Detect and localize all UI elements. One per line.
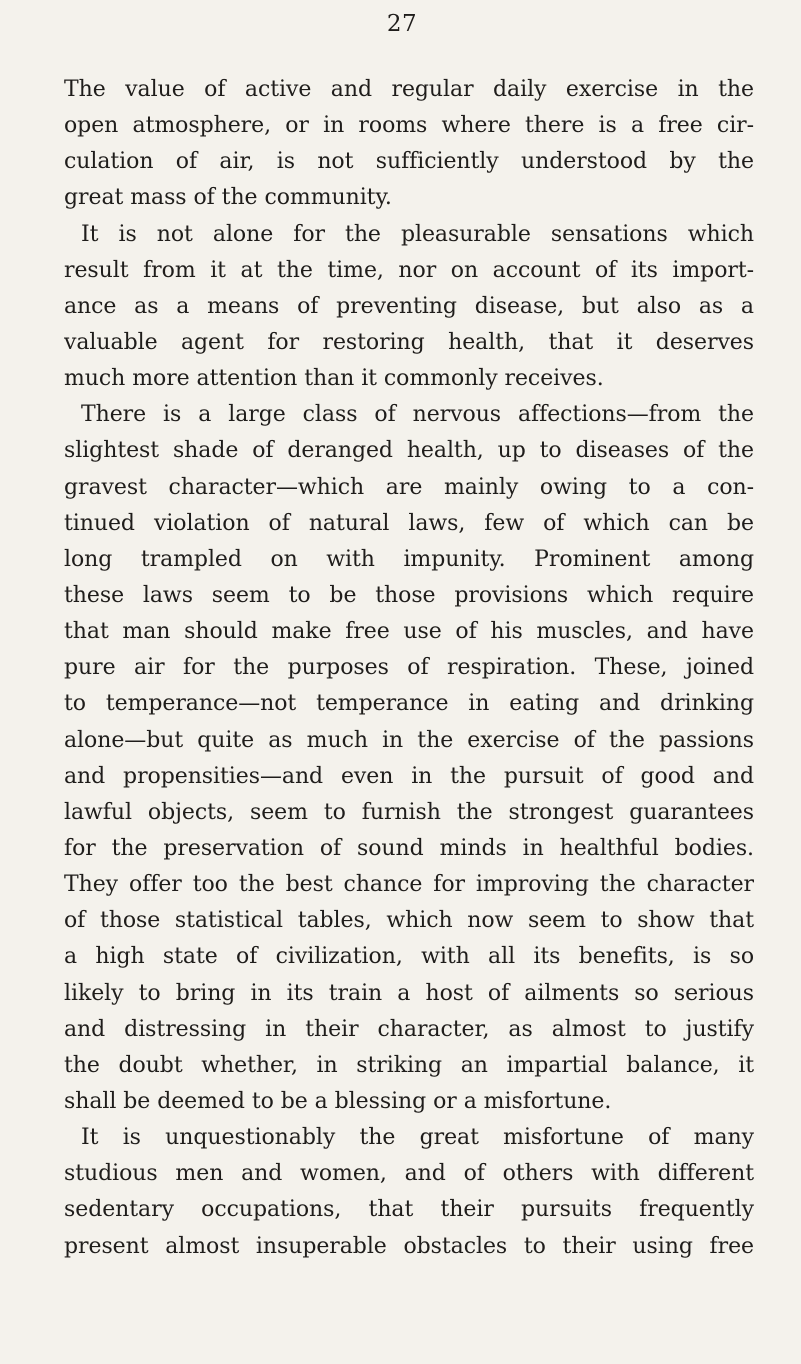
text-line: to temperance—not temperance in eating and drinking [64, 691, 754, 717]
text-line: sedentary occupations, that their pursuits frequently [64, 1197, 754, 1223]
text-line: studious men and women, and of others with different [64, 1161, 754, 1187]
text-line: much more attention than it commonly receives. [64, 366, 604, 392]
text-line: The value of active and regular daily exercise in the [64, 77, 754, 102]
text-line: of those statistical tables, which now seem to show that [64, 908, 754, 934]
text-line: open atmosphere, or in rooms where there is a free cir- [64, 113, 754, 139]
text-line: these laws seem to be those provisions which require [64, 582, 754, 608]
page-number: 27 [386, 11, 418, 37]
text-line: slightest shade of deranged health, up to diseases of the [64, 438, 754, 464]
text-line: culation of air, is not sufficiently understood by the [64, 149, 754, 175]
text-line: shall be deemed to be a blessing or a misfortune. [64, 1088, 612, 1114]
text-line: pure air for the purposes of respiration. These, joined [64, 655, 754, 681]
text-line: present almost insuperable obstacles to their using free [64, 1233, 754, 1259]
text-line: and distressing in their character, as almost to justify [64, 1016, 754, 1042]
text-line: result from it at the time, nor on account of its import- [64, 257, 754, 283]
text-line: a high state of civilization, with all its benefits, is so [64, 944, 754, 970]
text-line: There is a large class of nervous affections—from the [81, 402, 754, 428]
text-line: gravest character—which are mainly owing to a con- [64, 474, 754, 500]
text-line: for the preservation of sound minds in healthful bodies. [64, 835, 754, 861]
text-line: and propensities—and even in the pursuit of good and [64, 763, 754, 789]
text-line: lawful objects, seem to furnish the strongest guarantees [64, 799, 754, 825]
body-text [64, 72, 754, 1265]
text-line: ance as a means of preventing disease, but also as a [64, 293, 754, 319]
text-line: It is not alone for the pleasurable sensations which [81, 221, 754, 247]
text-line: great mass of the community. [64, 185, 392, 211]
text-line: They offer too the best chance for improving the character [64, 872, 754, 898]
text-line: alone—but quite as much in the exercise of the passions [64, 727, 754, 753]
text-line: valuable agent for restoring health, that it deserves [64, 329, 754, 355]
text-line: tinued violation of natural laws, few of which can be [64, 510, 754, 536]
text-line: that man should make free use of his muscles, and have [64, 619, 754, 645]
text-line: likely to bring in its train a host of ailments so serious [64, 980, 754, 1006]
text-line: It is unquestionably the great misfortune of many [81, 1125, 754, 1151]
text-line: the doubt whether, in striking an impartial balance, it [64, 1052, 754, 1078]
text-line: long trampled on with impunity. Prominent among [64, 546, 754, 572]
